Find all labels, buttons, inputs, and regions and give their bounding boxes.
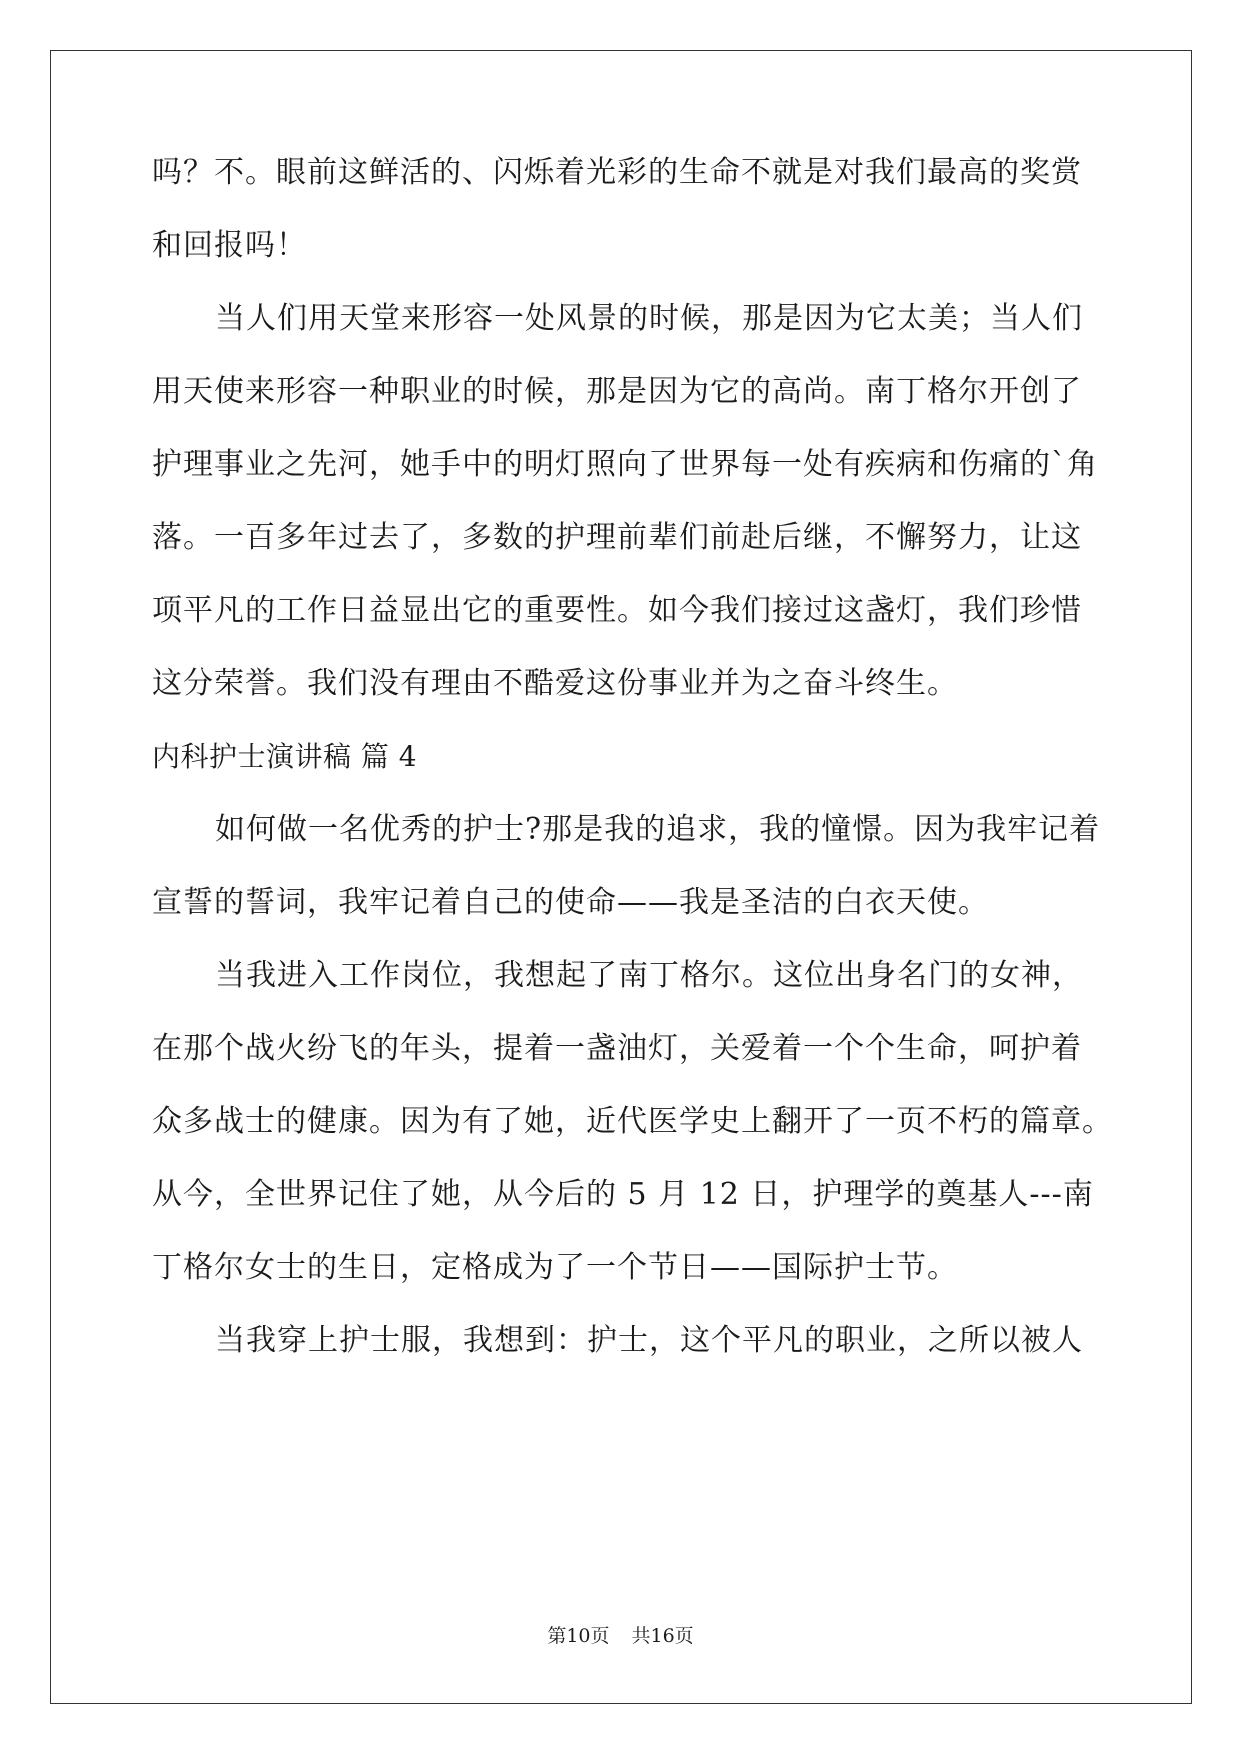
body-line: 从今，全世界记住了她，从今后的 5 月 12 日，护理学的奠基人---南 bbox=[152, 1177, 1094, 1212]
body-line: 项平凡的工作日益显出它的重要性。如今我们接过这盏灯，我们珍惜 bbox=[152, 593, 1082, 628]
page-footer bbox=[0, 1624, 1241, 1648]
body-line: 用天使来形容一种职业的时候，那是因为它的高尚。南丁格尔开创了 bbox=[152, 374, 1082, 409]
body-line: 在那个战火纷飞的年头，提着一盏油灯，关爱着一个个生命，呵护着 bbox=[152, 1031, 1082, 1066]
body-line: 和回报吗！ bbox=[152, 228, 307, 263]
body-line: 众多战士的健康。因为有了她，近代医学史上翻开了一页不朽的篇章。 bbox=[152, 1104, 1113, 1139]
paragraph-first-line: 当我进入工作岗位，我想起了南丁格尔。这位出身名门的女神， bbox=[215, 958, 1083, 993]
body-line: 吗？不。眼前这鲜活的、闪烁着光彩的生命不就是对我们最高的奖赏 bbox=[152, 155, 1082, 190]
body-line: 丁格尔女士的生日，定格成为了一个节日——国际护士节。 bbox=[152, 1250, 958, 1285]
paragraph-first-line: 如何做一名优秀的护士?那是我的追求，我的憧憬。因为我牢记着 bbox=[215, 812, 1101, 847]
body-line: 护理事业之先河，她手中的明灯照向了世界每一处有疾病和伤痛的`角 bbox=[152, 447, 1098, 482]
paragraph-first-line: 当我穿上护士服，我想到：护士，这个平凡的职业，之所以被人 bbox=[215, 1323, 1083, 1358]
section-heading: 内科护士演讲稿 篇 4 bbox=[152, 740, 418, 773]
body-line: 宣誓的誓词，我牢记着自己的使命——我是圣洁的白衣天使。 bbox=[152, 885, 989, 920]
body-line: 落。一百多年过去了，多数的护理前辈们前赴后继，不懈努力，让这 bbox=[152, 520, 1082, 555]
body-line: 这分荣誉。我们没有理由不酷爱这份事业并为之奋斗终生。 bbox=[152, 666, 958, 701]
page-number-current: 第10页 bbox=[547, 1625, 610, 1647]
paragraph-first-line: 当人们用天堂来形容一处风景的时候，那是因为它太美；当人们 bbox=[215, 301, 1083, 336]
page-number-total: 共16页 bbox=[631, 1625, 694, 1647]
